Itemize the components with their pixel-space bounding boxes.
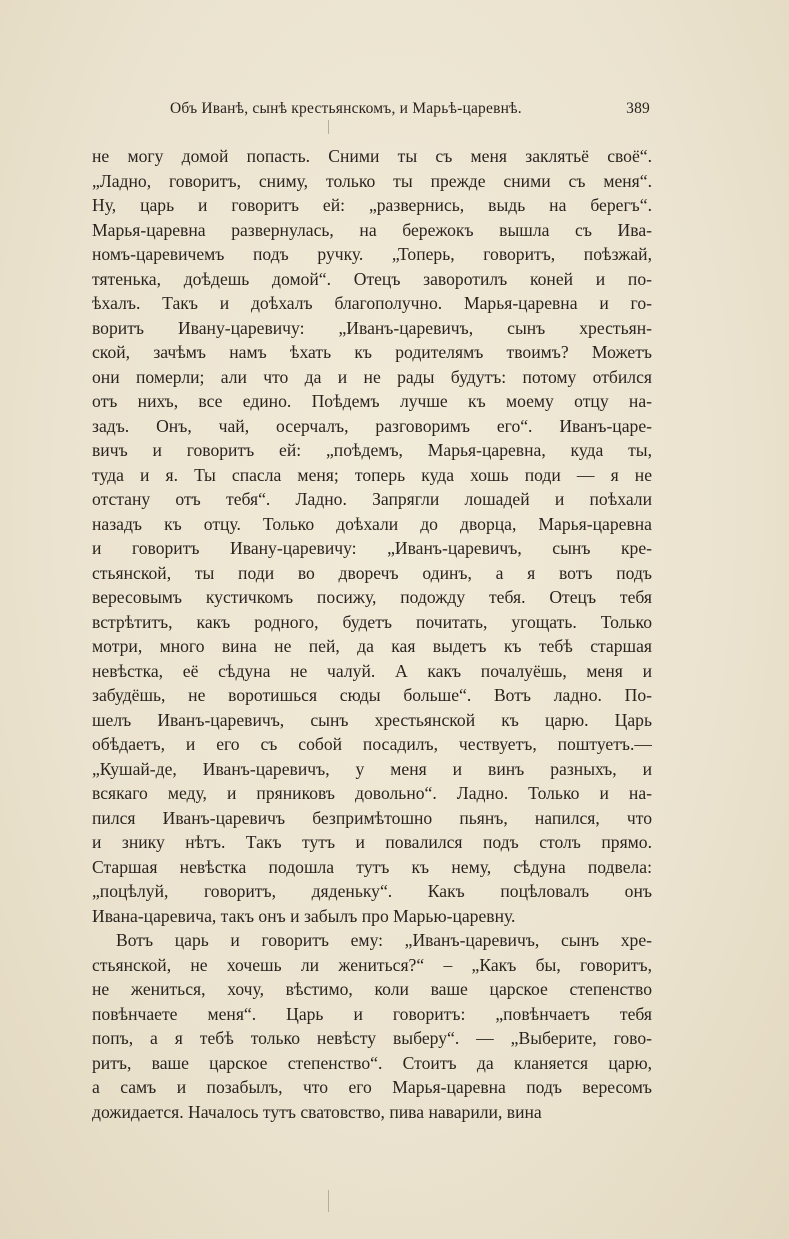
text-line: задъ. Онъ, чай, осерчалъ, разговоримъ его“. Иванъ-царе- (92, 415, 652, 436)
body-text (92, 144, 652, 1124)
text-line: встрѣтитъ, какъ родного, будетъ почитать, угощать. Только (92, 611, 652, 632)
text-line: воритъ Ивану-царевичу: „Иванъ-царевичъ, сынъ хрестьян- (92, 317, 652, 338)
text-line: Старшая невѣстка подошла тутъ къ нему, сѣдуна подвела: (92, 856, 652, 877)
text-line: попъ, а я тебѣ только невѣсту выберу“. — „Выберите, гово- (92, 1028, 652, 1048)
text-line: Вотъ царь и говоритъ ему: „Иванъ-царевичъ, сынъ хре- (116, 930, 652, 950)
text-line: повѣнчаете меня“. Царь и говоритъ: „повѣнчаетъ тебя (92, 1003, 652, 1024)
text-line: шелъ Иванъ-царевичъ, сынъ хрестьянской къ царю. Царь (92, 709, 652, 730)
text-line: отстану отъ тебя“. Ладно. Запрягли лошадей и поѣхали (92, 489, 652, 509)
text-line: „поцѣлуй, говоритъ, дяденьку“. Какъ поцѣловалъ онъ (92, 881, 652, 901)
text-line: забудёшь, не воротишься сюды больше“. Вотъ ладно. По- (92, 685, 652, 705)
text-line: стьянской, ты поди во дворечъ одинъ, а я вотъ подъ (92, 562, 652, 583)
text-line: тятенька, доѣдешь домой“. Отецъ заворотилъ коней и по- (92, 268, 652, 289)
text-line: ритъ, ваше царское степенство“. Стоитъ да кланяется царю, (92, 1052, 652, 1073)
text-line: вичъ и говоритъ ей: „поѣдемъ, Марья-царевна, куда ты, (92, 440, 652, 460)
text-line: стьянской, не хочешь ли жениться?“ – „Какъ бы, говоритъ, (92, 954, 652, 975)
text-line: и знику нѣтъ. Такъ тутъ и повалился подъ столъ прямо. (92, 832, 652, 852)
text-line: „Ладно, говоритъ, сниму, только ты прежде сними съ меня“. (92, 170, 652, 191)
paper-mark-bottom (328, 1190, 329, 1212)
text-line: а самъ и позабылъ, что его Марья-царевна подъ вересомъ (92, 1077, 652, 1097)
text-line: дожидается. Началось тутъ сватовство, пива наварили, вина (92, 1101, 542, 1122)
text-line: Ивана-царевича, такъ онъ и забылъ про Марью-царевну. (92, 905, 516, 926)
text-line: обѣдаетъ, и его съ собой посадилъ, чествуетъ, поштуетъ.— (92, 734, 652, 754)
running-header (170, 100, 650, 124)
text-line: Ну, царь и говоритъ ей: „развернись, выдь на берегъ“. (92, 195, 652, 215)
text-line: Марья-царевна развернулась, на бережокъ вышла съ Ива- (92, 219, 652, 240)
text-line: назадъ къ отцу. Только доѣхали до дворца, Марья-царевна (92, 513, 652, 534)
text-line: и говоритъ Ивану-царевичу: „Иванъ-царевичъ, сынъ кре- (92, 538, 652, 558)
text-line: ской, зачѣмъ намъ ѣхать къ родителямъ твоимъ? Можетъ (92, 342, 652, 362)
text-line: пился Иванъ-царевичъ безпримѣтошно пьянъ, напился, что (92, 807, 652, 828)
header-title: Объ Иванѣ, сынѣ крестьянскомъ, и Марьѣ-царевнѣ. (170, 100, 522, 117)
text-line: не могу домой попасть. Сними ты съ меня заклятьё своё“. (92, 146, 652, 166)
text-line: ѣхалъ. Такъ и доѣхалъ благополучно. Марья-царевна и го- (92, 293, 652, 313)
text-line: туда и я. Ты спасла меня; топерь куда хошь поди — я не (92, 464, 652, 485)
text-line: „Кушай-де, Иванъ-царевичъ, у меня и винъ разныхъ, и (92, 758, 652, 779)
text-line: мотри, много вина не пей, да кая выдетъ къ тебѣ старшая (92, 636, 652, 656)
text-line: всякаго меду, и пряниковъ довольно“. Ладно. Только и на- (92, 783, 652, 803)
text-line: не жениться, хочу, вѣстимо, коли ваше царское степенство (92, 979, 652, 999)
text-line: вересовымъ кустичкомъ посижу, подожду тебя. Отецъ тебя (92, 587, 652, 607)
text-line: они померли; али что да и не рады будутъ: потому отбился (92, 366, 652, 387)
page-number: 389 (626, 100, 650, 117)
text-line: отъ нихъ, все едино. Поѣдемъ лучше къ моему отцу на- (92, 391, 652, 411)
text-line: номъ-царевичемъ подъ ручку. „Топерь, говоритъ, поѣзжай, (92, 244, 652, 264)
text-line: невѣстка, её сѣдуна не чалуй. А какъ почалуёшь, меня и (92, 660, 652, 681)
